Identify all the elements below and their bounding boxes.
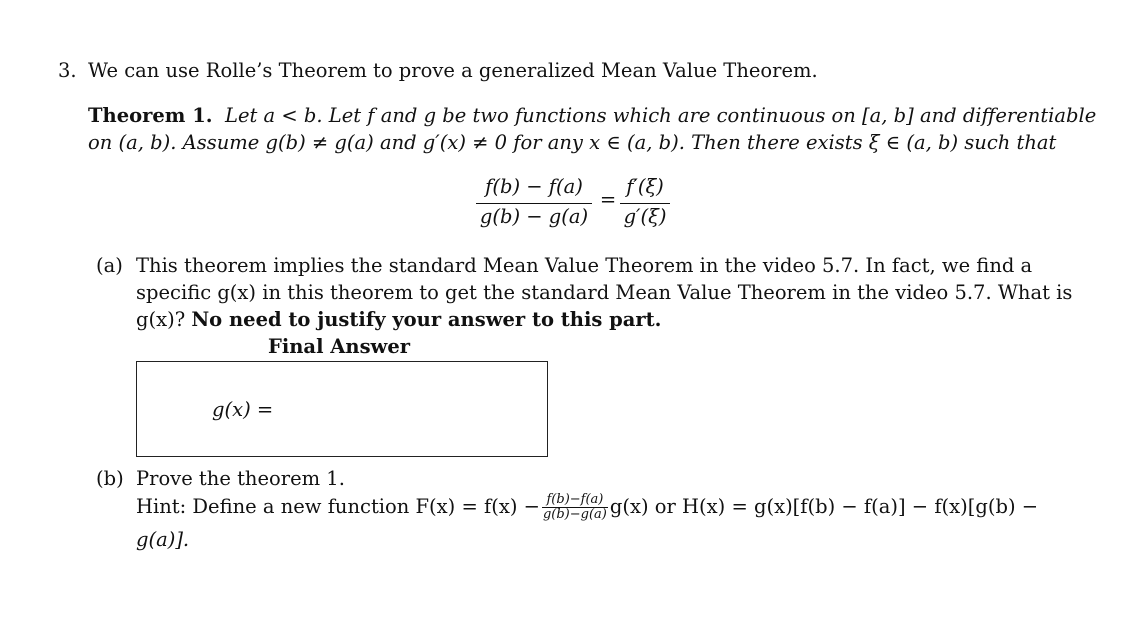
hint-fraction-numerator: f(b)−f(a) [542, 493, 608, 508]
part-a-question: g(x)? [136, 308, 186, 331]
hint-fraction [542, 493, 608, 522]
equation-rhs-denominator: g′(ξ) [623, 205, 667, 228]
equation-lhs-denominator: g(b) − g(a) [479, 205, 589, 228]
theorem-label: Theorem 1. [88, 104, 213, 127]
problem-number: 3. [58, 59, 77, 82]
theorem-line-1: Let a < b. Let f and g be two functions which are continuous on [a, b] and differentiable [225, 104, 1097, 127]
part-a-line-3 [136, 306, 661, 333]
part-b-hint [136, 493, 1038, 522]
hint-text-start: Hint: Define a new function F(x) = f(x) − [136, 495, 540, 518]
answer-box[interactable] [136, 361, 548, 457]
hint-fraction-denominator: g(b)−g(a) [542, 507, 607, 522]
equation-rhs-numerator: f′(ξ) [626, 175, 664, 198]
problem-intro: We can use Rolle’s Theorem to prove a generalized Mean Value Theorem. [88, 59, 818, 82]
answer-prompt: g(x) = [212, 398, 274, 421]
part-a-label: (a) [96, 254, 123, 277]
theorem-line-2: on (a, b). Assume g(b) ≠ g(a) and g′(x) ≠ 0 for any x ∈ (a, b). Then there exists ξ ∈ (a, b) such that [88, 131, 1057, 154]
part-a-line-1: This theorem implies the standard Mean Value Theorem in the video 5.7. In fact, we find a [136, 254, 1033, 277]
equation-lhs-numerator: f(b) − f(a) [485, 175, 583, 198]
part-b-line-3: g(a)]. [136, 528, 190, 551]
equation-equals: = [599, 188, 617, 211]
part-a-instruction: No need to justify your answer to this part. [191, 308, 662, 331]
final-answer-label: Final Answer [268, 335, 411, 358]
part-a-line-2: specific g(x) in this theorem to get the standard Mean Value Theorem in the video 5.7. What is [136, 281, 1073, 304]
part-b-line-1: Prove the theorem 1. [136, 467, 345, 490]
part-b-label: (b) [96, 467, 124, 490]
hint-text-end: g(x) or H(x) = g(x)[f(b) − f(a)] − f(x)[g(b) − [609, 495, 1039, 518]
